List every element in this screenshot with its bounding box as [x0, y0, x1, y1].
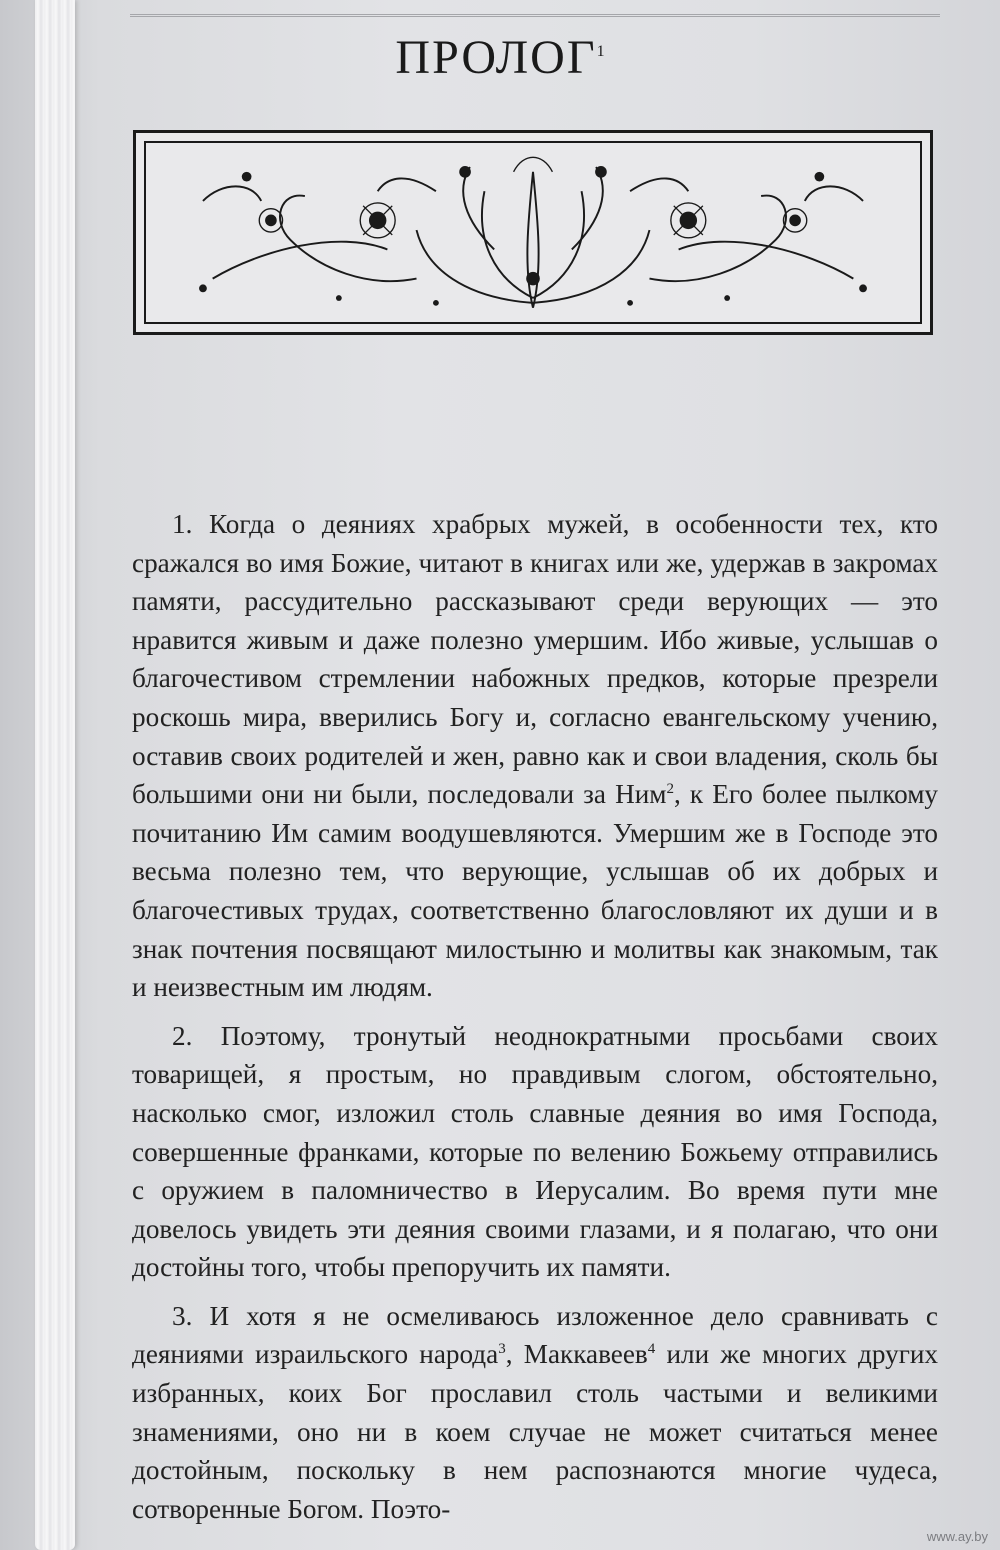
paragraph	[132, 505, 938, 1007]
paragraph	[132, 1017, 938, 1287]
footnote-marker: 2	[666, 781, 674, 798]
paragraph-text: 3. И хотя я не осмеливаюсь изложенное дело сравнивать с деяниями израильского народа	[132, 1300, 938, 1370]
title-footnote-marker: 1	[596, 43, 605, 60]
paragraph	[132, 1297, 938, 1529]
prologue-body-text	[132, 505, 938, 1538]
watermark: www.ay.by	[926, 1529, 988, 1544]
paragraph-text: , Маккавеев	[505, 1339, 648, 1370]
paragraph-text: 1. Когда о деяниях храбрых мужей, в особенности тех, кто сражался во имя Божие, читают в книгах или же, удержав в закромах памяти, рассудительно рассказывают среди верующих — это нравится живым и даже полезно умершим. Ибо живые, услышав о благочестивом стремлении набожных предков, которые презрели роскошь мира, вверились Богу и, согласно евангельскому учению, оставив своих родителей и жен, равно как и свои владения, сколь бы большими они ни были, последовали за Ним	[132, 509, 938, 810]
paragraph-text: или же многих других избранных, коих Бог прославил столь частыми и великими знамениями, оно ни в коем случае не может считаться менее достойным, поскольку в нем распознаются многие чудеса, сотворенные Богом. Поэто-	[132, 1339, 938, 1524]
paragraph-text: 2. Поэтому, тронутый неоднократными просьбами своих товарищей, я простым, но правдивым слогом, обстоятельно, насколько смог, изложил столь славные деяния во имя Господа, совершенные франками, которые по велению Божьему отправились с оружием в паломничество в Иерусалим. Во время пути мне довелось увидеть эти деяния своими глазами, и я полагаю, что они достойны того, чтобы препоручить их памяти.	[132, 1020, 938, 1283]
chapter-title-text: ПРОЛОГ	[395, 31, 597, 84]
footnote-marker: 4	[647, 1341, 656, 1358]
paragraph-text: , к Его более пылкому почитанию Им самим воодушевляются. Умершим же в Господе это весьма полезно тем, что верующие, услышав об их добрых и благочестивых трудах, соответственно благословляют их души и в знак почтения посвящают милостыню и молитвы как знакомым, так и неизвестным им людям.	[132, 779, 938, 1003]
footnote-marker: 3	[498, 1341, 506, 1358]
bookmark-ribbon	[35, 0, 75, 1550]
floral-ornament-vignette	[133, 130, 933, 335]
chapter-title	[0, 30, 1000, 85]
floral-ornament-icon	[136, 133, 930, 332]
header-rule	[130, 14, 940, 17]
